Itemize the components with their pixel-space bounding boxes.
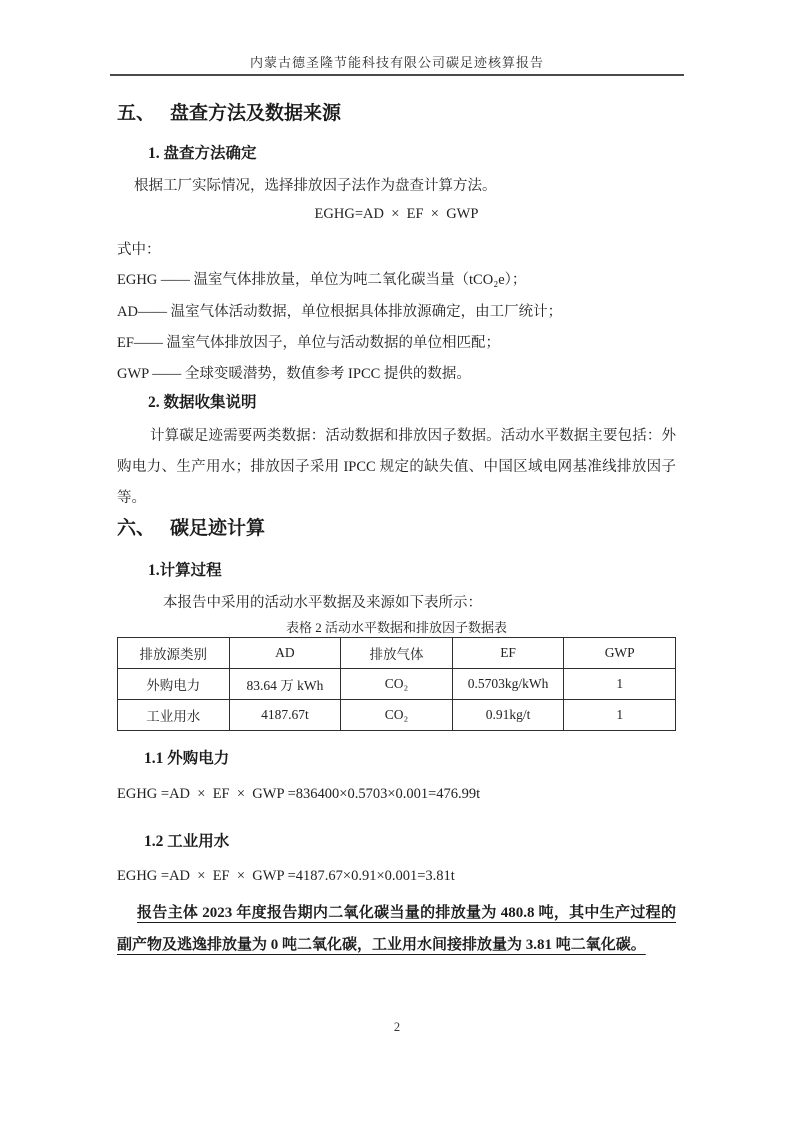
definition-ef: EF—— 温室气体排放因子，单位与活动数据的单位相匹配； (117, 335, 501, 351)
paragraph-method: 根据工厂实际情况，选择排放因子法作为盘查计算方法。 (134, 178, 497, 194)
cell-ef: 0.91kg/t (452, 700, 564, 731)
formula-water: EGHG =AD × EF × GWP =4187.67×0.91×0.001=3.81t (117, 868, 455, 884)
table-row (118, 700, 676, 731)
heading-purchased-electricity: 1.1 外购电力 (144, 750, 230, 767)
cell-ef: 0.5703kg/kWh (452, 669, 564, 700)
definition-ad: AD—— 温室气体活动数据，单位根据具体排放源确定，由工厂统计； (117, 304, 563, 320)
section-5-heading (117, 103, 676, 125)
page-number: 2 (393, 1020, 401, 1034)
heading-industrial-water: 1.2 工业用水 (144, 833, 230, 850)
cell-ad: 4187.67t (229, 700, 341, 731)
cell-gas: CO₂ (341, 700, 453, 731)
column-header-ad: AD (229, 638, 341, 669)
activity-data-table (117, 637, 676, 731)
heading-method-determination: 1. 盘查方法确定 (148, 145, 257, 162)
column-header-source: 排放源类别 (118, 638, 230, 669)
running-header (110, 55, 684, 76)
cell-gas: CO₂ (341, 669, 453, 700)
conclusion-paragraph: 报告主体 2023 年度报告期内二氧化碳当量的排放量为 480.8 吨，其中生产过程的副产物及逃逸排放量为 0 吨二氧化碳，工业用水间接排放量为 3.81 吨二氧化碳。 (117, 905, 676, 953)
column-header-gwp: GWP (564, 638, 676, 669)
formula-electricity: EGHG =AD × EF × GWP =836400×0.5703×0.001=476.99t (117, 786, 481, 802)
cell-source: 工业用水 (118, 700, 230, 731)
paragraph-data-collection: 计算碳足迹需要两类数据：活动数据和排放因子数据。活动水平数据主要包括：外购电力、生产用水；排放因子采用 IPCC 规定的缺失值、中国区域电网基准线排放因子等。 (117, 428, 676, 506)
formula-lead-in: 式中： (117, 242, 161, 258)
table-caption: 表格 2 活动水平数据和排放因子数据表 (285, 620, 507, 635)
paragraph-table-intro: 本报告中采用的活动水平数据及来源如下表所示： (163, 595, 482, 611)
section-6-title: 碳足迹计算 (170, 518, 266, 539)
section-5-title: 盘查方法及数据来源 (170, 103, 342, 124)
heading-data-collection: 2. 数据收集说明 (148, 394, 257, 411)
table-header-row (118, 638, 676, 669)
running-header-title: 内蒙古德圣隆节能科技有限公司碳足迹核算报告 (249, 55, 544, 70)
section-5-number: 五、 (117, 103, 156, 124)
section-6-number: 六、 (117, 518, 156, 539)
definition-eghg: EGHG —— 温室气体排放量，单位为吨二氧化碳当量（tCO₂e）； (117, 272, 527, 288)
heading-calc-process: 1.计算过程 (148, 562, 222, 579)
cell-source: 外购电力 (118, 669, 230, 700)
section-6-heading (117, 518, 676, 540)
table-row (118, 669, 676, 700)
column-header-gas: 排放气体 (341, 638, 453, 669)
cell-ad: 83.64 万 kWh (229, 669, 341, 700)
column-header-ef: EF (452, 638, 564, 669)
cell-gwp: 1 (564, 700, 676, 731)
formula-main: EGHG=AD × EF × GWP (314, 206, 479, 222)
cell-gwp: 1 (564, 669, 676, 700)
definition-gwp: GWP —— 全球变暖潜势，数值参考 IPCC 提供的数据。 (117, 366, 471, 382)
